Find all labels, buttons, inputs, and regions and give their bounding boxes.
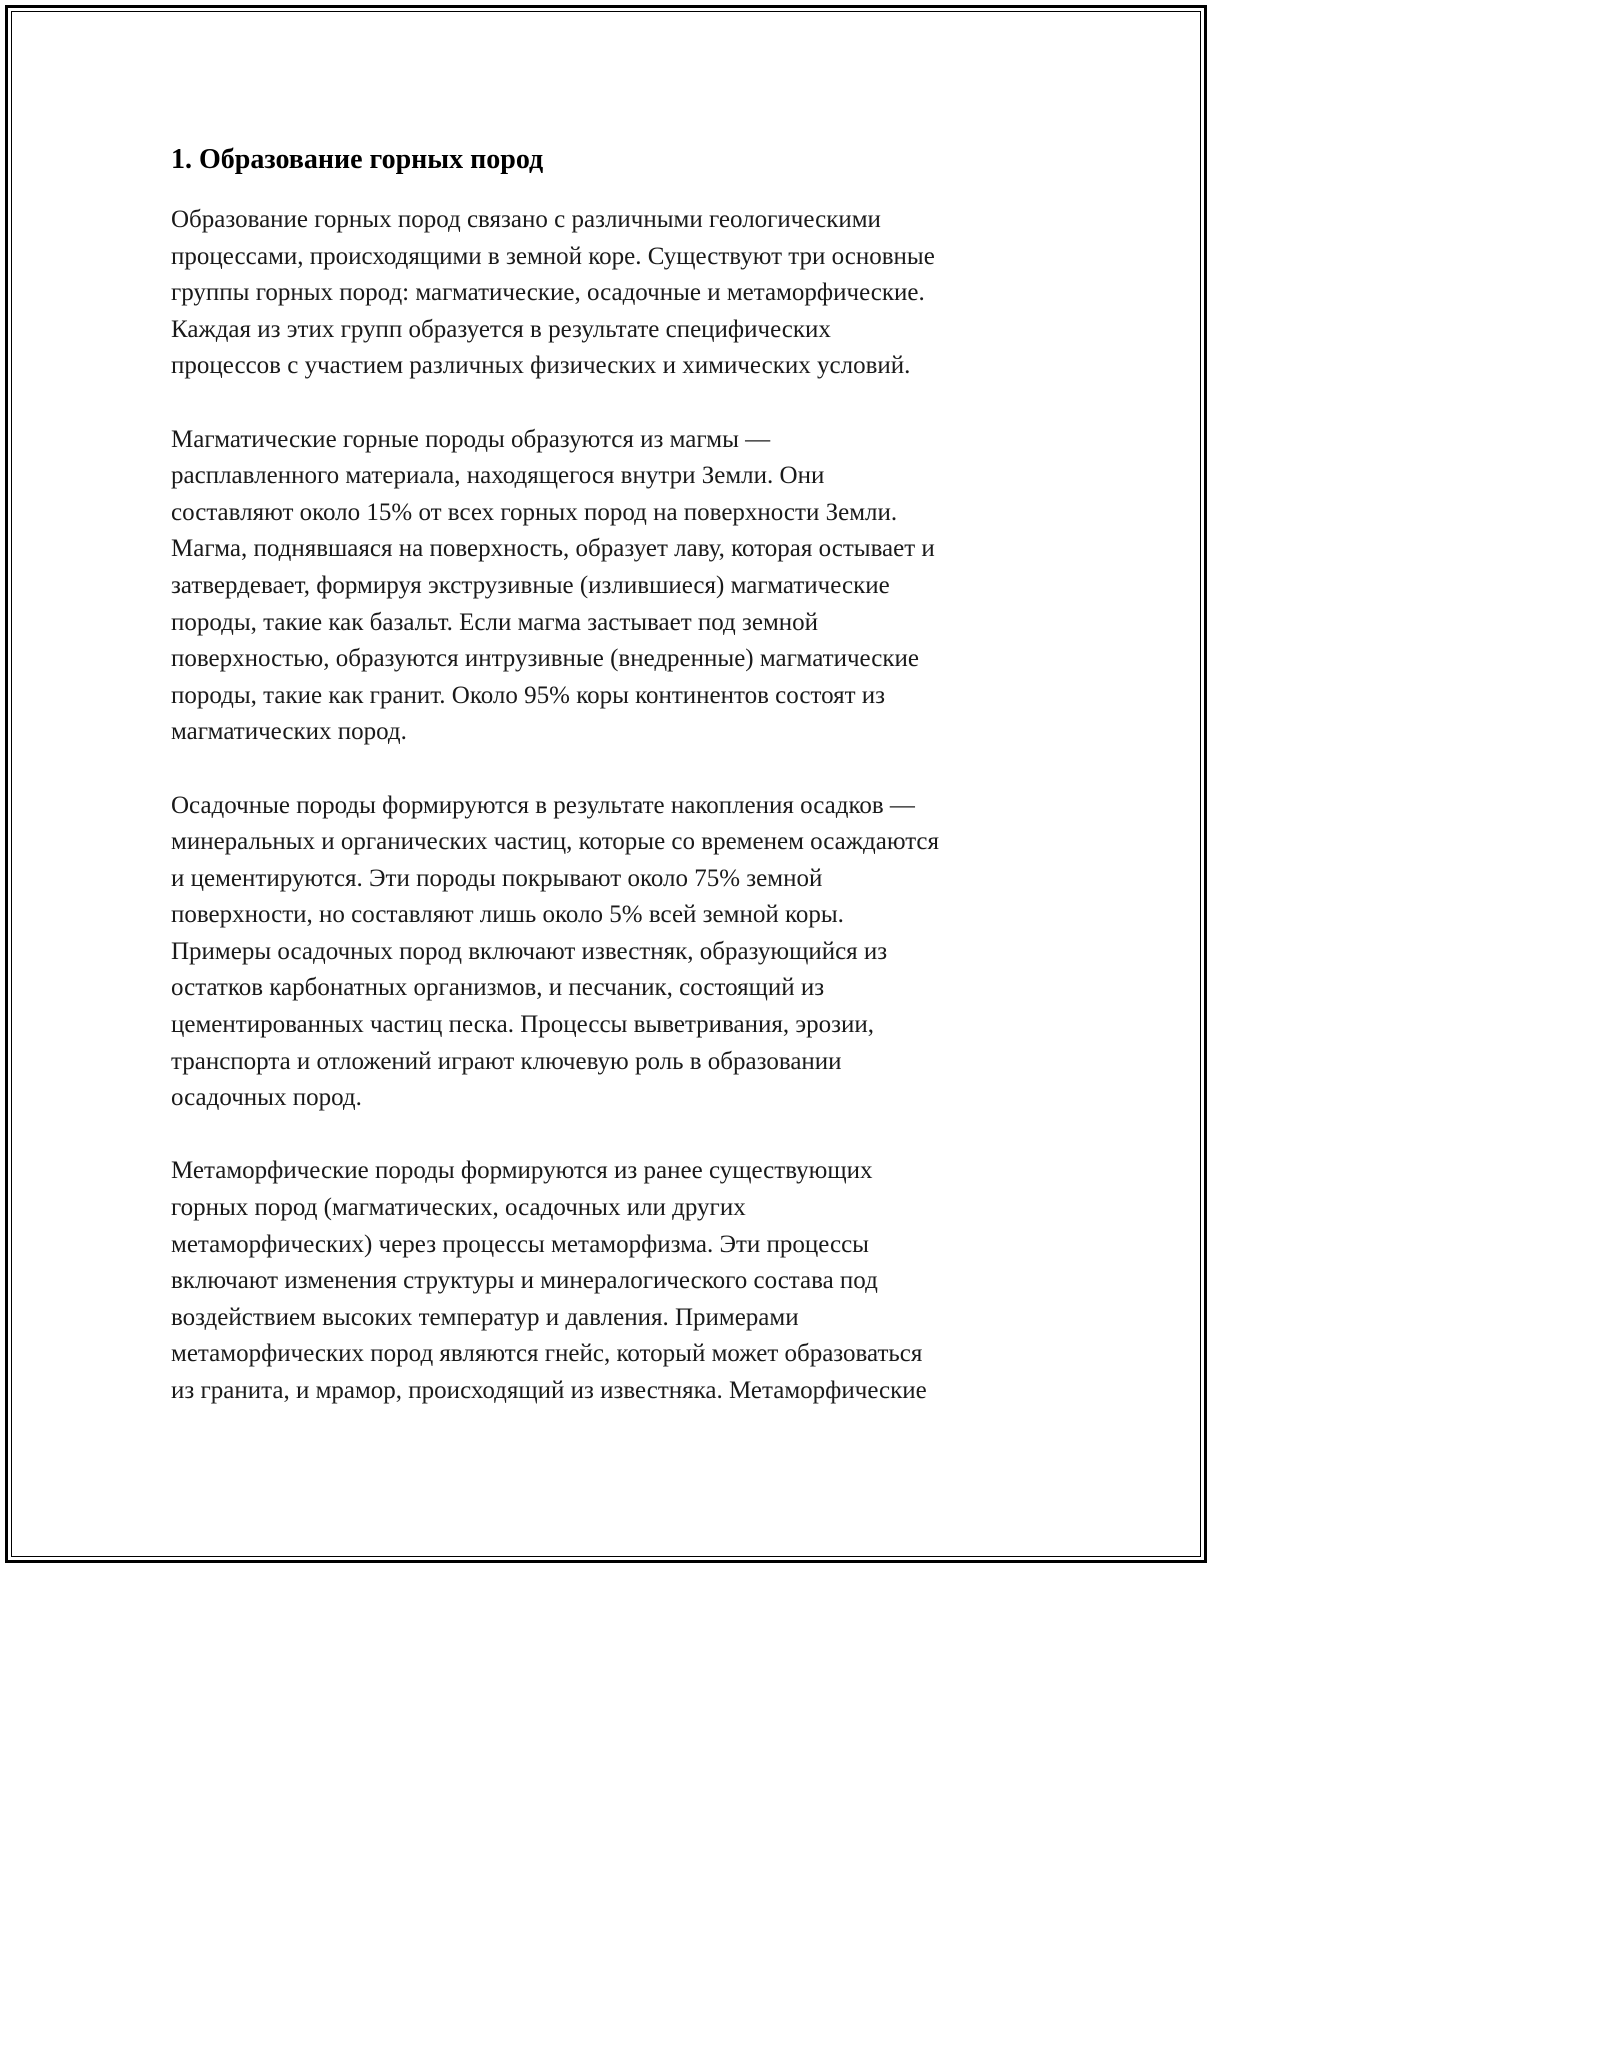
text-line: из гранита, и мрамор, происходящий из известняка. Метаморфические [171, 1377, 927, 1404]
text-line: Магма, поднявшаяся на поверхность, образует лаву, которая остывает и [171, 535, 935, 563]
text-line: включают изменения структуры и минералогического состава под [171, 1267, 878, 1295]
text-line: метаморфических) через процессы метаморфизма. Эти процессы [171, 1230, 869, 1258]
text-line: цементированных частиц песка. Процессы выветривания, эрозии, [171, 1011, 875, 1039]
text-line: магматических пород. [171, 718, 407, 746]
text-line: затвердевает, формируя экструзивные (излившиеся) магматические [171, 571, 890, 599]
text-line: породы, такие как базальт. Если магма застывает под земной [171, 608, 819, 636]
text-line: Образование горных пород связано с различными геологическими [171, 206, 881, 233]
text-line: поверхности, но составляют лишь около 5% всей земной коры. [171, 901, 844, 929]
text-line: воздействием высоких температур и давления. Примерами [171, 1303, 799, 1331]
text-line: породы, такие как гранит. Около 95% коры континентов состоят из [171, 681, 886, 709]
text-line: группы горных пород: магматические, осадочные и метаморфические. [171, 279, 925, 307]
text-line: составляют около 15% от всех горных пород на поверхности Земли. [171, 498, 898, 526]
text-line: минеральных и органических частиц, которые со временем осаждаются [171, 828, 940, 856]
text-line: расплавленного материала, находящегося внутри Земли. Они [171, 462, 825, 490]
text-line: процессов с участием различных физических и химических условий. [171, 352, 911, 380]
text-line: остатков карбонатных организмов, и песчаник, состоящий из [171, 974, 825, 1002]
text-line: осадочных пород. [171, 1084, 362, 1112]
text-line: Магматические горные породы образуются из магмы — [171, 425, 771, 453]
text-line: процессами, происходящими в земной коре. Существуют три основные [171, 242, 935, 270]
section-heading: 1. Образование горных пород [171, 144, 544, 175]
text-line: Осадочные породы формируются в результате накопления осадков — [171, 791, 915, 819]
text-line: транспорта и отложений играют ключевую роль в образовании [171, 1047, 842, 1075]
paragraph-intro [171, 202, 1041, 385]
text-line: Примеры осадочных пород включают известняк, образующийся из [171, 937, 888, 965]
text-line: метаморфических пород являются гнейс, который может образоваться [171, 1340, 923, 1368]
text-line: Каждая из этих групп образуется в результате специфических [171, 315, 831, 343]
text-line: горных пород (магматических, осадочных или других [171, 1194, 746, 1222]
paragraph-igneous [171, 422, 1041, 751]
text-line: Метаморфические породы формируются из ранее существующих [171, 1157, 873, 1185]
paragraph-sedimentary [171, 788, 1041, 1117]
document-content [171, 142, 1041, 1446]
paragraph-metamorphic [171, 1153, 1041, 1409]
text-line: поверхностью, образуются интрузивные (внедренные) магматические [171, 645, 919, 673]
text-line: и цементируются. Эти породы покрывают около 75% земной [171, 864, 823, 892]
